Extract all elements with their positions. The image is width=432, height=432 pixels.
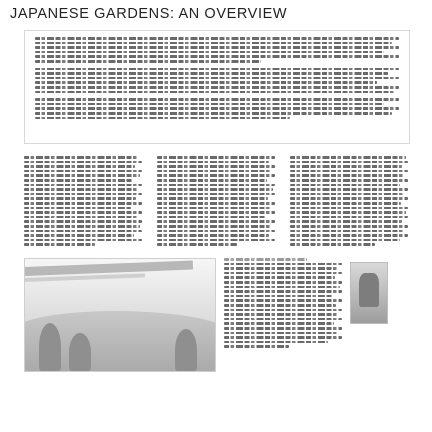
text-line [157, 239, 275, 242]
text-line [35, 72, 388, 75]
small-photo-subject [359, 273, 379, 307]
text-line [224, 299, 342, 302]
text-line [24, 239, 142, 242]
text-line [157, 161, 269, 164]
text-line [224, 258, 307, 261]
text-line [157, 179, 267, 182]
page-1-text-block [35, 37, 399, 121]
text-line [224, 322, 334, 325]
page-title: JAPANESE GARDENS: AN OVERVIEW [10, 6, 288, 22]
text-line [24, 184, 142, 187]
text-line [157, 165, 275, 168]
text-line [24, 165, 135, 168]
text-line [24, 220, 142, 223]
text-line [157, 243, 237, 246]
text-line [224, 263, 342, 266]
text-line [224, 318, 342, 321]
text-line [24, 234, 134, 237]
text-line [35, 77, 399, 80]
text-line [290, 234, 408, 237]
text-line [35, 55, 399, 58]
text-line [157, 170, 271, 173]
text-line [35, 117, 290, 120]
text-line [35, 107, 399, 110]
photo-tree [39, 323, 61, 371]
text-line [157, 225, 271, 228]
text-line [24, 211, 142, 214]
text-line [224, 304, 336, 307]
text-line [224, 295, 333, 298]
text-line [290, 197, 408, 200]
text-line [224, 281, 342, 284]
text-line [290, 225, 408, 228]
text-line [35, 91, 395, 94]
text-line [290, 188, 408, 191]
text-line [35, 103, 384, 106]
text-line [290, 174, 404, 177]
text-line [290, 170, 408, 173]
text-line [224, 309, 342, 312]
text-line [290, 211, 406, 214]
text-line [290, 184, 400, 187]
text-line [157, 184, 275, 187]
text-line [35, 86, 399, 89]
text-line [24, 161, 142, 164]
text-line [290, 156, 406, 159]
text-line [224, 286, 340, 289]
text-line [157, 197, 268, 200]
photo-banner [25, 261, 193, 276]
document-page-1 [24, 30, 410, 144]
text-line [290, 202, 401, 205]
page-2-column-2 [157, 156, 275, 248]
text-line [290, 220, 402, 223]
text-line [35, 37, 399, 40]
text-line [35, 112, 392, 115]
text-line [35, 68, 399, 71]
text-line [224, 313, 338, 316]
text-line [290, 230, 404, 233]
text-line [224, 290, 342, 293]
text-line [24, 179, 133, 182]
garden-photo [24, 258, 216, 372]
text-line [24, 156, 137, 159]
text-line [35, 51, 384, 54]
text-line [157, 202, 275, 205]
page-2-column-1 [24, 156, 142, 248]
page-2-lower-text [224, 258, 342, 350]
text-line [157, 230, 275, 233]
small-photo [350, 262, 388, 324]
text-line [24, 216, 137, 219]
text-line [224, 327, 342, 330]
text-line [24, 174, 140, 177]
text-line [157, 234, 269, 237]
text-line [35, 42, 392, 45]
text-line [290, 239, 400, 242]
text-line [224, 267, 337, 270]
text-line [290, 243, 375, 246]
text-line [157, 156, 275, 159]
text-line [290, 165, 402, 168]
text-line [35, 98, 399, 101]
text-line [35, 81, 377, 84]
text-line [35, 46, 399, 49]
text-line [24, 197, 136, 200]
text-line [157, 207, 270, 210]
text-line [24, 202, 142, 205]
text-line [224, 341, 328, 344]
text-line [224, 332, 337, 335]
text-line [157, 216, 266, 219]
text-line [290, 161, 408, 164]
photo-tree [69, 333, 91, 371]
text-line [24, 230, 142, 233]
text-line [224, 336, 342, 339]
text-line [224, 272, 342, 275]
text-line [157, 211, 275, 214]
text-line [157, 174, 275, 177]
text-line [157, 220, 275, 223]
text-line [24, 207, 131, 210]
text-line [290, 207, 408, 210]
text-line [224, 345, 289, 348]
text-line [157, 188, 273, 191]
text-line [224, 276, 335, 279]
text-line [290, 179, 408, 182]
text-line [290, 216, 408, 219]
page-2-column-3 [290, 156, 408, 248]
photo-tree [175, 329, 197, 371]
text-line [24, 193, 142, 196]
text-line [157, 193, 275, 196]
text-line [35, 60, 261, 63]
text-line [24, 243, 95, 246]
text-line [24, 188, 138, 191]
text-line [24, 225, 140, 228]
text-line [290, 193, 403, 196]
text-line [24, 170, 142, 173]
